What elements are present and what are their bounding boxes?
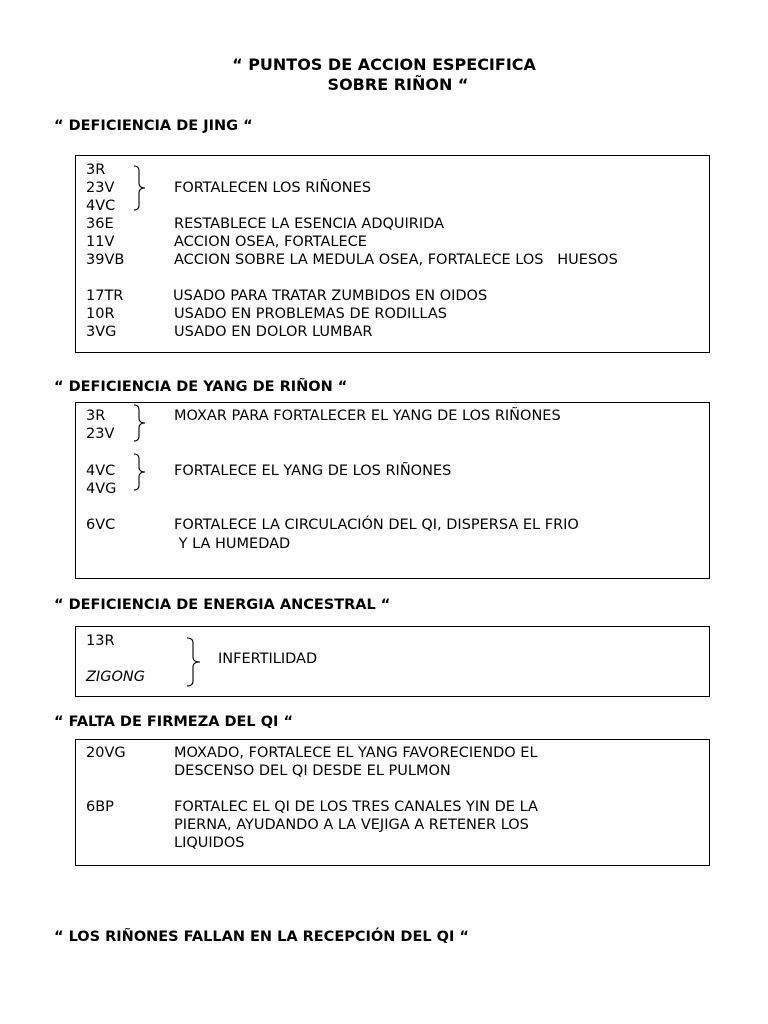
point-description: ACCION SOBRE LA MEDULA OSEA, FORTALECE LOS HUESOS	[174, 252, 618, 268]
page-title	[0, 55, 768, 95]
title-line-2: SOBRE RIÑON “	[327, 75, 469, 94]
point-description: MOXAR PARA FORTALECER EL YANG DE LOS RIÑONES	[174, 408, 561, 424]
section-heading-qi: “ FALTA DE FIRMEZA DEL QI “	[54, 714, 294, 730]
section-heading-reception: “ LOS RIÑONES FALLAN EN LA RECEPCIÓN DEL QI “	[54, 929, 469, 945]
section-box-jing	[75, 155, 710, 353]
point-description: USADO EN PROBLEMAS DE RODILLAS	[174, 306, 447, 322]
point-description: PIERNA, AYUDANDO A LA VEJIGA A RETENER LOS	[174, 817, 529, 833]
section-heading-ancestral: “ DEFICIENCIA DE ENERGIA ANCESTRAL “	[54, 597, 391, 613]
point-code: 3R	[86, 408, 106, 424]
point-description: LIQUIDOS	[174, 835, 245, 851]
point-code: 36E	[86, 216, 114, 232]
section-heading-yang: “ DEFICIENCIA DE YANG DE RIÑON “	[54, 379, 348, 395]
point-description: MOXADO, FORTALECE EL YANG FAVORECIENDO EL	[174, 745, 538, 761]
section-heading-jing: “ DEFICIENCIA DE JING “	[54, 118, 253, 134]
section-box-ancestral	[75, 626, 710, 697]
curly-brace-icon	[186, 637, 202, 687]
point-code: 3VG	[86, 324, 117, 340]
point-description: FORTALEC EL QI DE LOS TRES CANALES YIN DE LA	[174, 799, 538, 815]
point-code: 23V	[86, 180, 115, 196]
section-box-yang	[75, 402, 710, 579]
point-code: 6VC	[86, 517, 116, 533]
point-description: DESCENSO DEL QI DESDE EL PULMON	[174, 763, 451, 779]
point-code: 4VG	[86, 481, 117, 497]
curly-brace-icon	[133, 453, 147, 491]
curly-brace-icon	[133, 165, 147, 211]
point-code: 10R	[86, 306, 115, 322]
point-code: 3R	[86, 162, 106, 178]
point-code: 17TR	[86, 288, 124, 304]
curly-brace-icon	[133, 404, 147, 442]
point-description-continued: Y LA HUMEDAD	[174, 536, 291, 552]
point-description: USADO PARA TRATAR ZUMBIDOS EN OIDOS	[173, 288, 488, 304]
section-box-qi	[75, 739, 710, 866]
point-code: 20VG	[86, 745, 126, 761]
point-description: FORTALECE LA CIRCULACIÓN DEL QI, DISPERSA EL FRIO	[174, 517, 579, 533]
title-line-1: “ PUNTOS DE ACCION ESPECIFICA	[232, 55, 536, 74]
point-code: 13R	[86, 633, 115, 649]
point-description: ACCION OSEA, FORTALECE	[174, 234, 367, 250]
point-description: FORTALECE EL YANG DE LOS RIÑONES	[174, 463, 452, 479]
point-code: 39VB	[86, 252, 125, 268]
point-code: 4VC	[86, 463, 116, 479]
point-code: 6BP	[86, 799, 114, 815]
point-description: FORTALECEN LOS RIÑONES	[174, 180, 372, 196]
point-code: 4VC	[86, 198, 116, 214]
point-code: 11V	[86, 234, 115, 250]
point-description: RESTABLECE LA ESENCIA ADQUIRIDA	[174, 216, 444, 232]
point-description: USADO EN DOLOR LUMBAR	[174, 324, 373, 340]
point-description: INFERTILIDAD	[218, 651, 318, 667]
point-code: ZIGONG	[86, 669, 145, 685]
point-code: 23V	[86, 426, 115, 442]
